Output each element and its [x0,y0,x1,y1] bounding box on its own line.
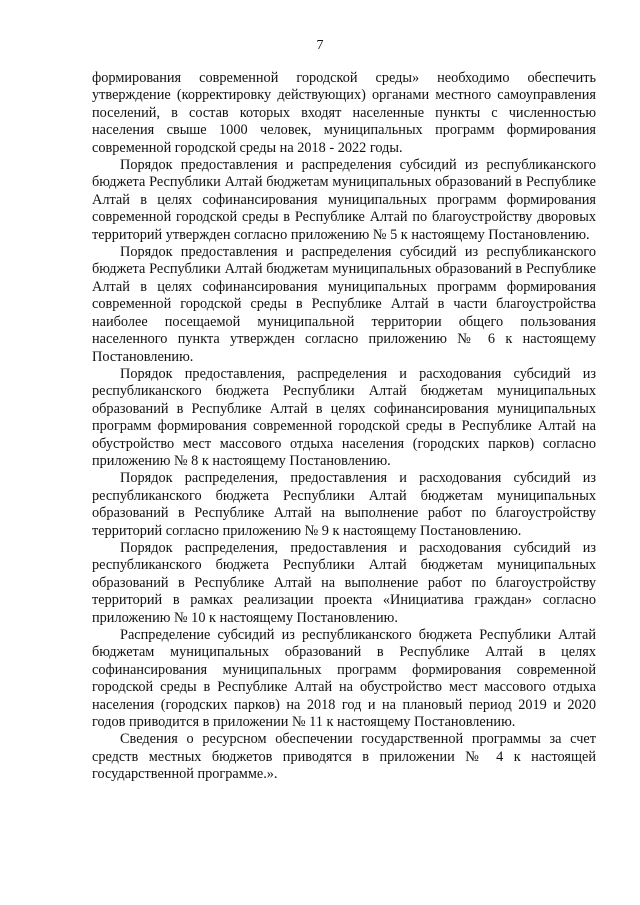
document-body [92,70,596,784]
paragraph-7: Распределение субсидий из республиканского бюджета Республики Алтай бюджетам муниципальных образований в Республике Алтай в целях софинансирования муниципальных программ формирования современной городской среды в Республике Алтай на обустройство мест массового отдыха населения (городских парков) на 2018 год и на плановый период 2019 и 2020 годов приводится в приложении № 11 к настоящему Постановлению. [92,627,596,731]
paragraph-2: Порядок предоставления и распределения субсидий из республиканского бюджета Республики Алтай бюджетам муниципальных образований в Республике Алтай в целях софинансирования муниципальных программ формирования современной городской среды в Республике Алтай по благоустройству дворовых территорий утвержден согласно приложению № 5 к настоящему Постановлению. [92,157,596,243]
paragraph-1: формирования современной городской среды» необходимо обеспечить утверждение (корректировку действующих) органами местного самоуправления поселений, в состав которых входят населенные пункты с численностью населения свыше 1000 человек, муниципальных программ формирования современной городской среды на 2018 - 2022 годы. [92,70,596,156]
paragraph-8: Сведения о ресурсном обеспечении государственной программы за счет средств местных бюджетов приводятся в приложении № 4 к настоящей государственной программе.». [92,731,596,783]
paragraph-3: Порядок предоставления и распределения субсидий из республиканского бюджета Республики Алтай бюджетам муниципальных образований в Республике Алтай в целях софинансирования муниципальных программ формирования современной городской среды в Республике Алтай в части благоустройства наиболее посещаемой муниципальной территории общего пользования населенного пункта утвержден согласно приложению № 6 к настоящему Постановлению. [92,244,596,365]
paragraph-4: Порядок предоставления, распределения и расходования субсидий из республиканского бюджета Республики Алтай бюджетам муниципальных образований в Республике Алтай в целях софинансирования муниципальных программ формирования современной городской среды в Республике Алтай на обустройство мест массового отдыха населения (городских парков) согласно приложению № 8 к настоящему Постановлению. [92,365,596,469]
paragraph-5: Порядок распределения, предоставления и расходования субсидий из республиканского бюджета Республики Алтай бюджетам муниципальных образований в Республике Алтай на выполнение работ по благоустройству территорий согласно приложению № 9 к настоящему Постановлению. [92,470,596,539]
paragraph-6: Порядок распределения, предоставления и расходования субсидий из республиканского бюджета Республики Алтай бюджетам муниципальных образований в Республике Алтай на выполнение работ по благоустройству территорий в рамках реализации проекта «Инициатива граждан» согласно приложению № 10 к настоящему Постановлению. [92,539,596,626]
page-number: 7 [316,38,324,53]
